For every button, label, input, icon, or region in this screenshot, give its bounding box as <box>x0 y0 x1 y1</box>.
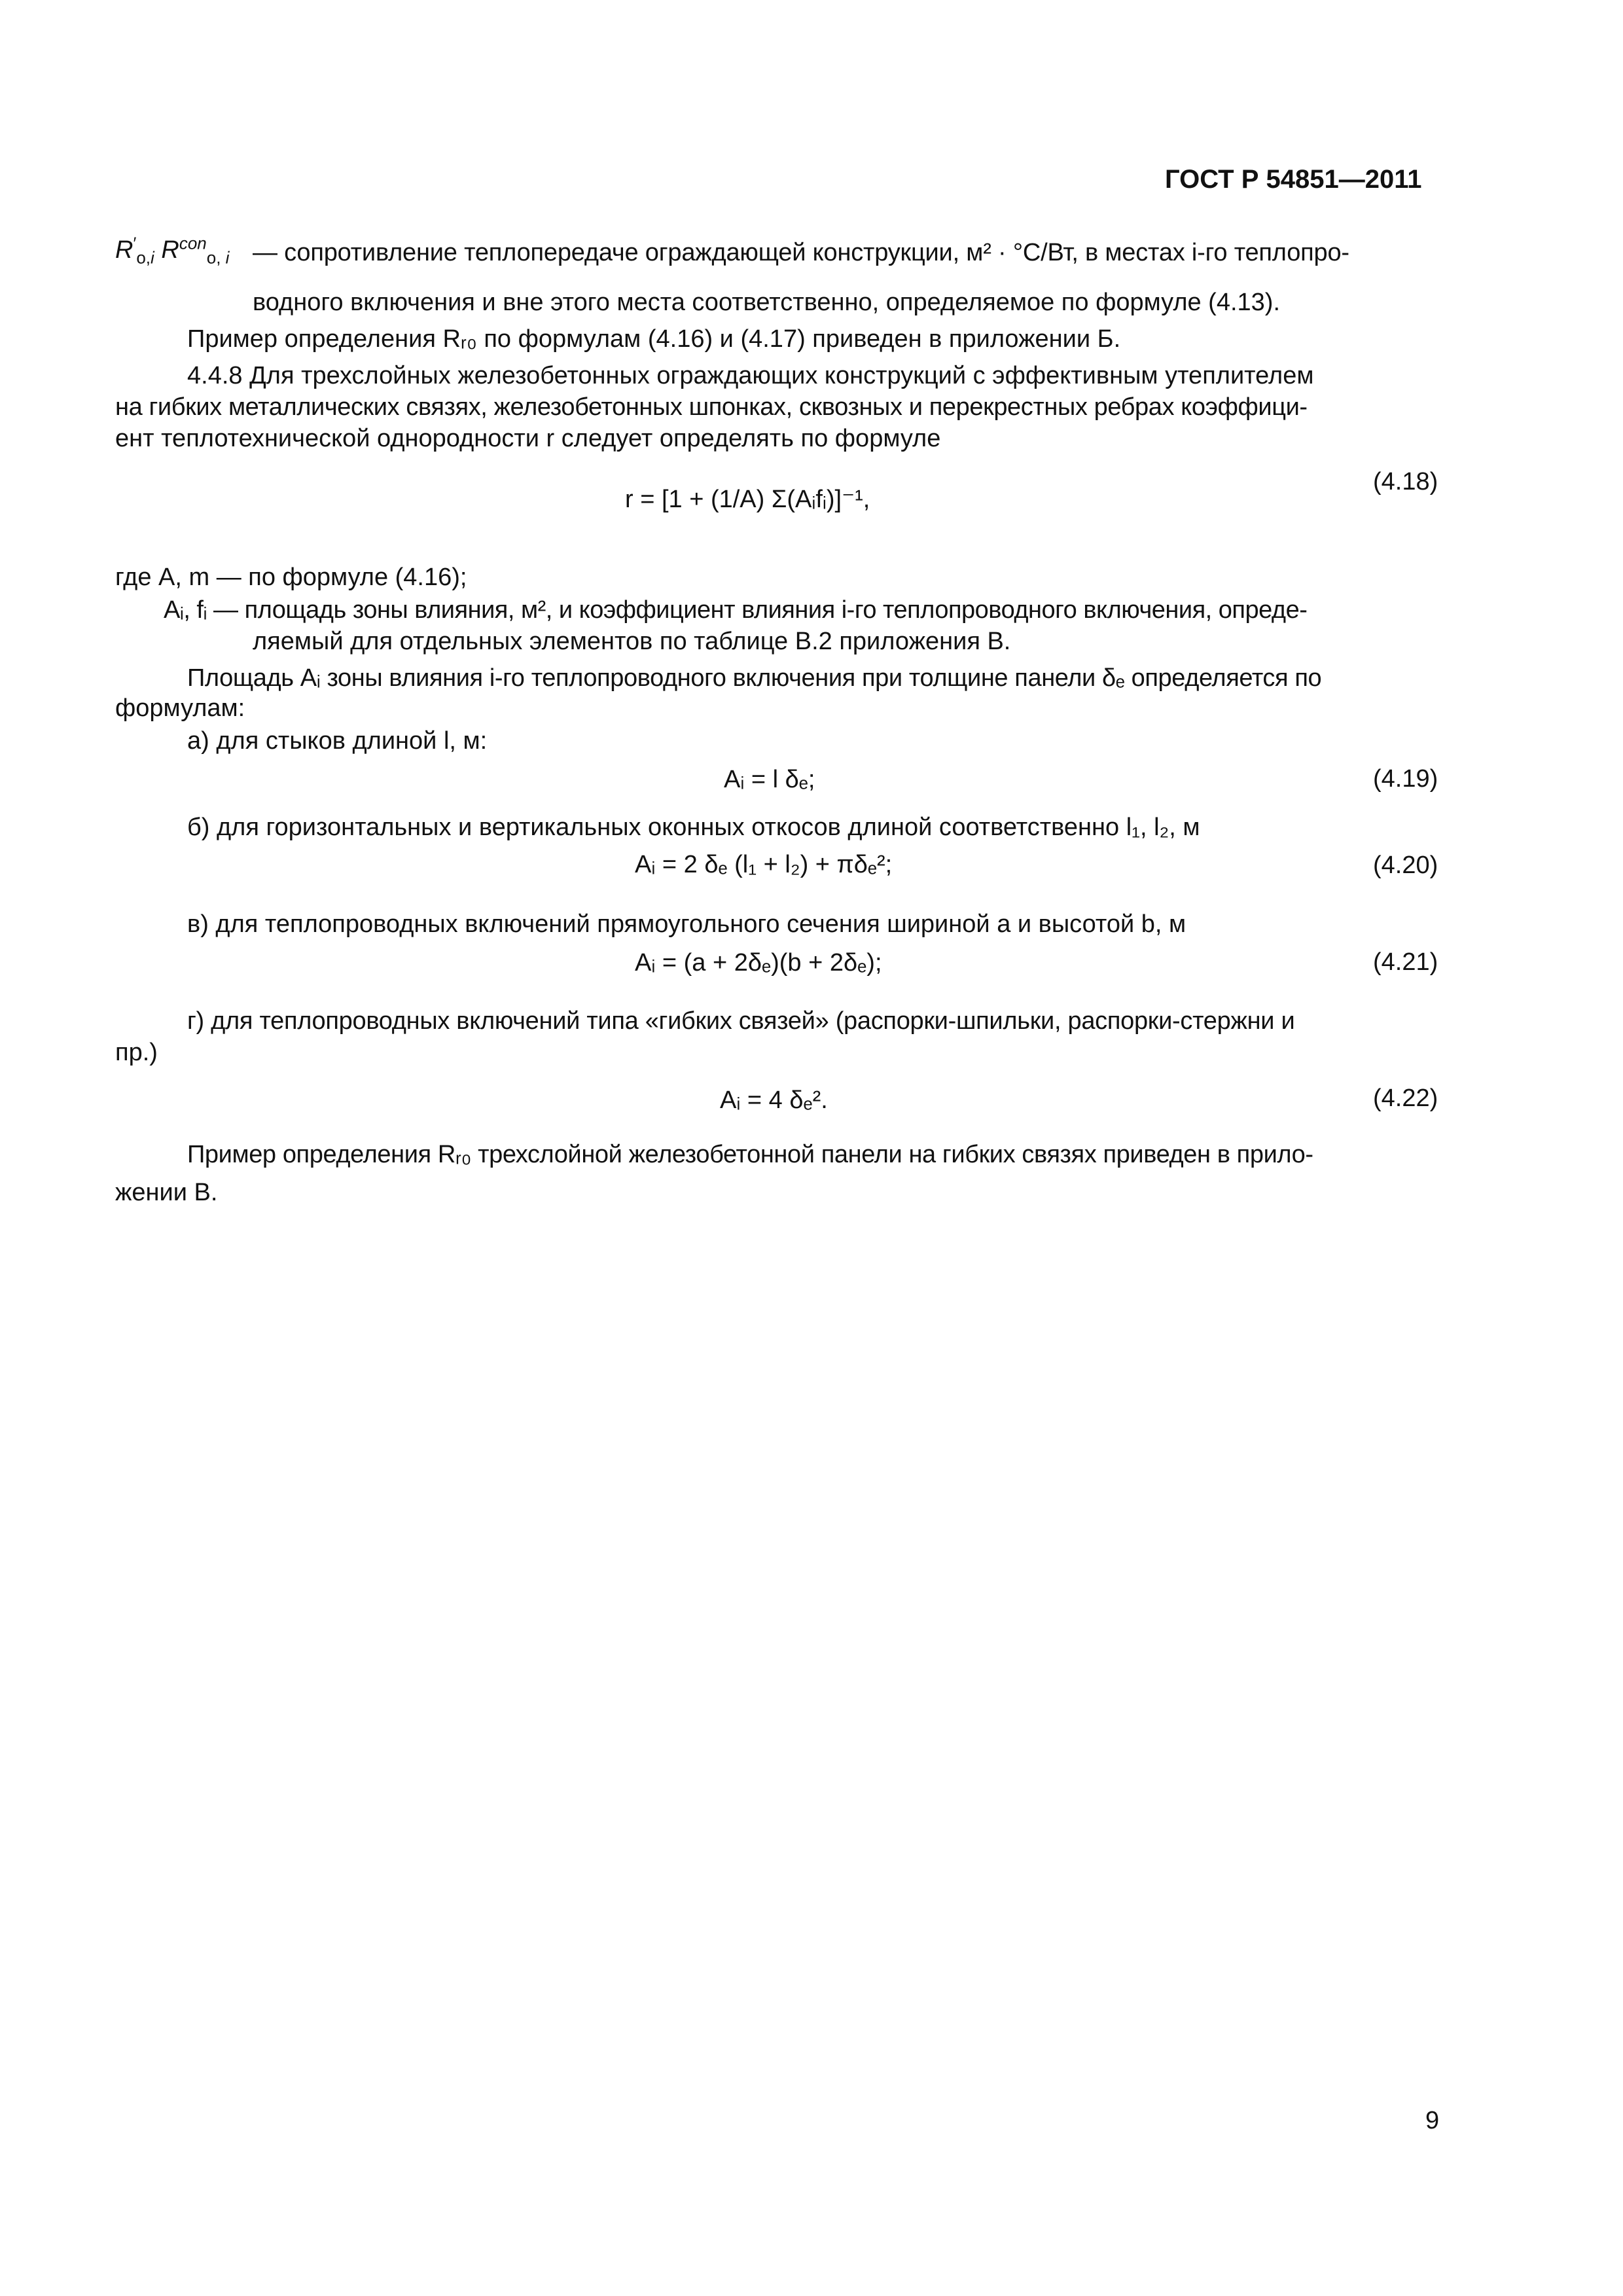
where-line-2: Aᵢ, fᵢ — площадь зоны влияния, м², и коэффициент влияния i-го теплопроводного включения, опреде- <box>164 596 1308 624</box>
where-line-1: где A, m — по формуле (4.16); <box>115 564 467 591</box>
equation-number-4-22: (4.22) <box>1373 1085 1438 1112</box>
example-paragraph-1: Пример определения Rᵣ₀ по формулам (4.16) и (4.17) приведен в приложении Б. <box>187 325 1121 353</box>
area-paragraph-line-2: формулам: <box>115 694 245 722</box>
page-number: 9 <box>1425 2107 1440 2134</box>
equation-4-20: Aᵢ = 2 δₑ (l₁ + l₂) + πδₑ²; <box>635 851 893 878</box>
area-paragraph-line-1: Площадь Aᵢ зоны влияния i-го теплопроводного включения при толщине панели δₑ определяется по <box>187 664 1322 692</box>
item-a: а) для стыков длиной l, м: <box>187 727 488 755</box>
paragraph-4-4-8-line-3: ент теплотехнической однородности r следует определять по формуле <box>115 425 941 452</box>
item-v: в) для теплопроводных включений прямоугольного сечения шириной a и высотой b, м <box>187 910 1186 938</box>
equation-4-18: r = [1 + (1/A) Σ(Aᵢfᵢ)]⁻¹, <box>625 486 870 513</box>
item-b: б) для горизонтальных и вертикальных оконных откосов длиной соответственно l₁, l₂, м <box>187 814 1200 841</box>
example-paragraph-2-line-1: Пример определения Rᵣ₀ трехслойной железобетонной панели на гибких связях приведен в прило- <box>187 1141 1313 1168</box>
example-paragraph-2-line-2: жении В. <box>115 1179 218 1206</box>
equation-number-4-18: (4.18) <box>1373 468 1438 495</box>
equation-number-4-20: (4.20) <box>1373 852 1438 879</box>
equation-4-19: Aᵢ = l δₑ; <box>724 766 815 793</box>
equation-number-4-19: (4.19) <box>1373 765 1438 793</box>
definition-text: — сопротивление теплопередаче ограждающей конструкции, м² · °С/Вт, в местах i-го теплопро- <box>253 239 1349 266</box>
item-g-line-1: г) для теплопроводных включений типа «гибких связей» (распорки-шпильки, распорки-стержни и <box>187 1007 1295 1035</box>
equation-number-4-21: (4.21) <box>1373 948 1438 976</box>
item-g-line-2: пр.) <box>115 1039 158 1066</box>
definition-continuation: водного включения и вне этого места соответственно, определяемое по формуле (4.13). <box>253 289 1281 316</box>
equation-4-21: Aᵢ = (a + 2δₑ)(b + 2δₑ); <box>635 949 882 977</box>
document-code-header: ГОСТ Р 54851—2011 <box>1165 165 1422 194</box>
equation-4-22: Aᵢ = 4 δₑ². <box>720 1086 828 1114</box>
paragraph-4-4-8-line-2: на гибких металлических связях, железобетонных шпонках, сквозных и перекрестных ребрах коэффици- <box>115 393 1308 421</box>
where-line-3: ляемый для отдельных элементов по таблице В.2 приложения В. <box>253 628 1011 655</box>
paragraph-4-4-8-line-1: 4.4.8 Для трехслойных железобетонных ограждающих конструкций с эффективным утеплителем <box>187 362 1314 389</box>
definition-symbols: $R'_{o,i}$ $R^{con}_{o, i}$ <box>115 233 230 268</box>
